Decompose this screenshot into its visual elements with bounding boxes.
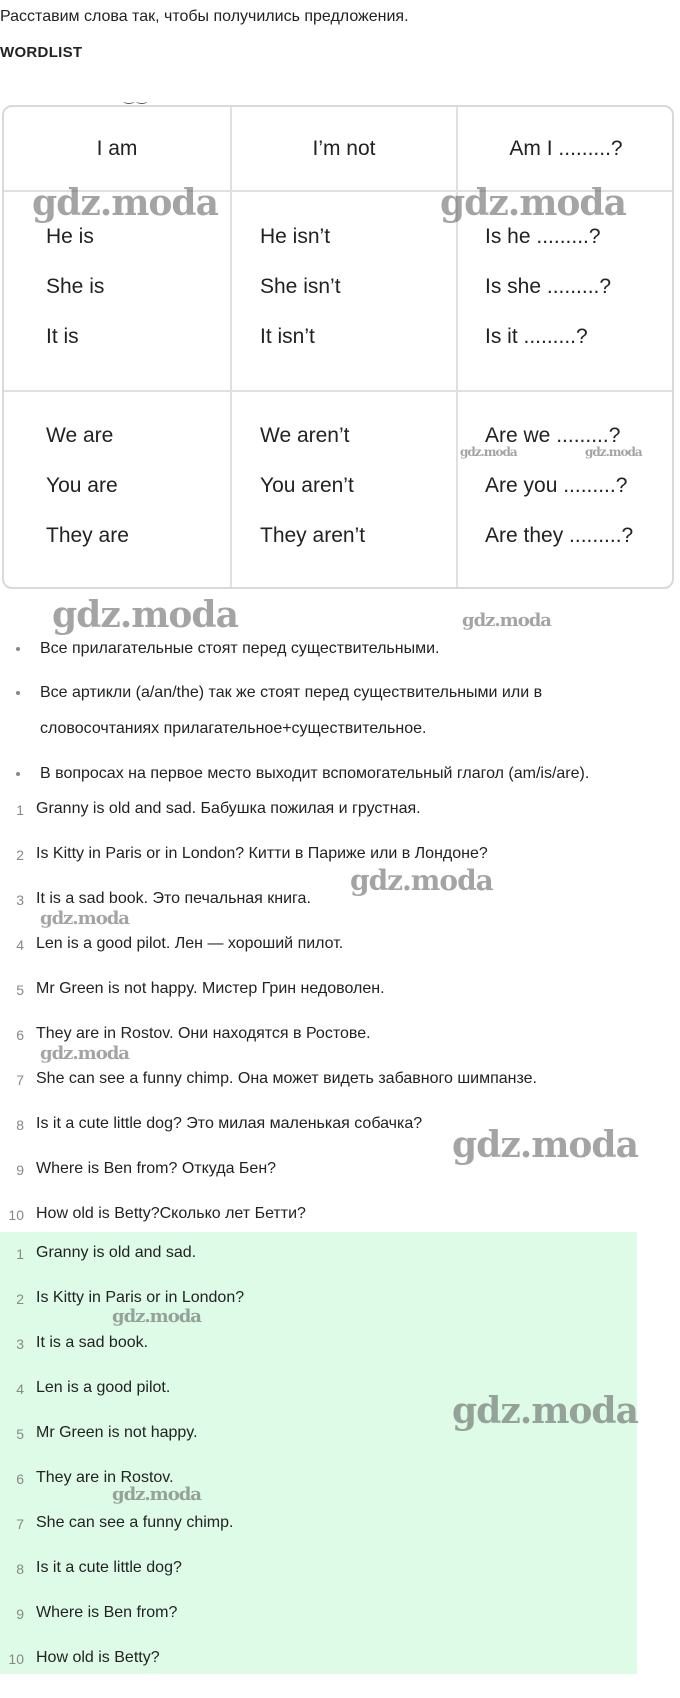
item-number: 7 [16, 1516, 24, 1532]
table-cell: She is [46, 275, 105, 298]
table-cell: Is it .........? [485, 325, 588, 348]
item-number: 10 [8, 1207, 24, 1223]
watermark: gdz.moda [460, 445, 517, 459]
list-item: Where is Ben from? Откуда Бен? [36, 1160, 277, 1177]
item-number: 1 [16, 1246, 24, 1262]
item-number: 7 [16, 1072, 24, 1088]
table-cell: Is she .........? [485, 275, 612, 298]
watermark: gdz.moda [462, 610, 551, 631]
watermark: gdz.moda [452, 1390, 638, 1432]
table-cell: He isn’t [260, 225, 331, 248]
table-cell: You are [46, 474, 118, 497]
item-number: 3 [16, 1336, 24, 1352]
list-item: They are in Rostov. Они находятся в Ростове. [36, 1025, 371, 1042]
watermark: gdz.moda [440, 182, 626, 224]
table-header: I’m not [312, 136, 376, 160]
table-header: Am I .........? [509, 136, 623, 160]
item-number: 5 [16, 1426, 24, 1442]
item-number: 3 [16, 892, 24, 908]
list-item: Mr Green is not happy. [36, 1424, 198, 1441]
item-number: 4 [16, 937, 24, 953]
table-cell: Are they .........? [485, 524, 634, 547]
list-item: She can see a funny chimp. [36, 1514, 234, 1531]
item-number: 2 [16, 847, 24, 863]
list-item: Is it a cute little dog? [36, 1559, 182, 1576]
list-item: It is a sad book. [36, 1334, 149, 1351]
item-number: 6 [16, 1027, 24, 1043]
item-number: 5 [16, 982, 24, 998]
bullet-dot [16, 772, 20, 776]
item-number: 6 [16, 1471, 24, 1487]
table-cell: It is [46, 325, 79, 348]
table-cell: We aren’t [260, 424, 350, 447]
table-cell: Is he .........? [485, 225, 601, 248]
table-header: I am [96, 136, 138, 160]
item-number: 8 [16, 1561, 24, 1577]
list-item: Granny is old and sad. [36, 1244, 197, 1261]
item-number: 8 [16, 1117, 24, 1133]
list-item: Granny is old and sad. Бабушка пожилая и грустная. [36, 800, 421, 817]
watermark: gdz.moda [40, 908, 129, 929]
item-number: 2 [16, 1291, 24, 1307]
watermark: gdz.moda [40, 1043, 129, 1064]
table-cell: He is [46, 225, 94, 248]
table-cell: Are you .........? [485, 474, 628, 497]
item-number: 9 [16, 1162, 24, 1178]
wordlist-title: WORDLIST [0, 44, 83, 61]
list-item: Is it a cute little dog? Это милая маленькая собачка? [36, 1115, 423, 1132]
bullet-dot [16, 691, 20, 695]
item-number: 9 [16, 1606, 24, 1622]
watermark: gdz.moda [52, 594, 238, 636]
list-item: Is Kitty in Paris or in London? Китти в Париже или в Лондоне? [36, 845, 488, 862]
list-item: Mr Green is not happy. Мистер Грин недоволен. [36, 980, 385, 997]
intro-text: Расставим слова так, чтобы получились предложения. [0, 8, 409, 25]
item-number: 4 [16, 1381, 24, 1397]
table-cell: You aren’t [260, 474, 354, 497]
list-item: Len is a good pilot. [36, 1379, 171, 1396]
grammar-table [2, 105, 674, 589]
list-item: How old is Betty? [36, 1649, 160, 1666]
item-number: 1 [16, 802, 24, 818]
bullet-dot [16, 647, 20, 651]
table-divider [4, 390, 672, 392]
list-item: Where is Ben from? [36, 1604, 178, 1621]
table-cell: She isn’t [260, 275, 341, 298]
watermark: gdz.moda [32, 182, 218, 224]
list-item: It is a sad book. Это печальная книга. [36, 890, 311, 907]
watermark: gdz.moda [112, 1306, 201, 1327]
list-item: Is Kitty in Paris or in London? [36, 1289, 245, 1306]
list-item: She can see a funny chimp. Она может видеть забавного шимпанзе. [36, 1070, 537, 1087]
watermark: gdz.moda [112, 1484, 201, 1505]
decorative-squiggle: ‿ ‿ [124, 90, 147, 104]
watermark: gdz.moda [452, 1124, 638, 1166]
list-item: How old is Betty?Сколько лет Бетти? [36, 1205, 306, 1222]
list-item: Len is a good pilot. Лен — хороший пилот. [36, 935, 344, 952]
watermark: gdz.moda [585, 445, 642, 459]
table-cell: Are we .........? [485, 424, 621, 447]
list-item: They are in Rostov. [36, 1469, 174, 1486]
table-cell: We are [46, 424, 114, 447]
table-cell: They aren’t [260, 524, 366, 547]
table-cell: It isn’t [260, 325, 315, 348]
item-number: 10 [8, 1651, 24, 1667]
table-cell: They are [46, 524, 129, 547]
watermark: gdz.moda [350, 864, 493, 897]
